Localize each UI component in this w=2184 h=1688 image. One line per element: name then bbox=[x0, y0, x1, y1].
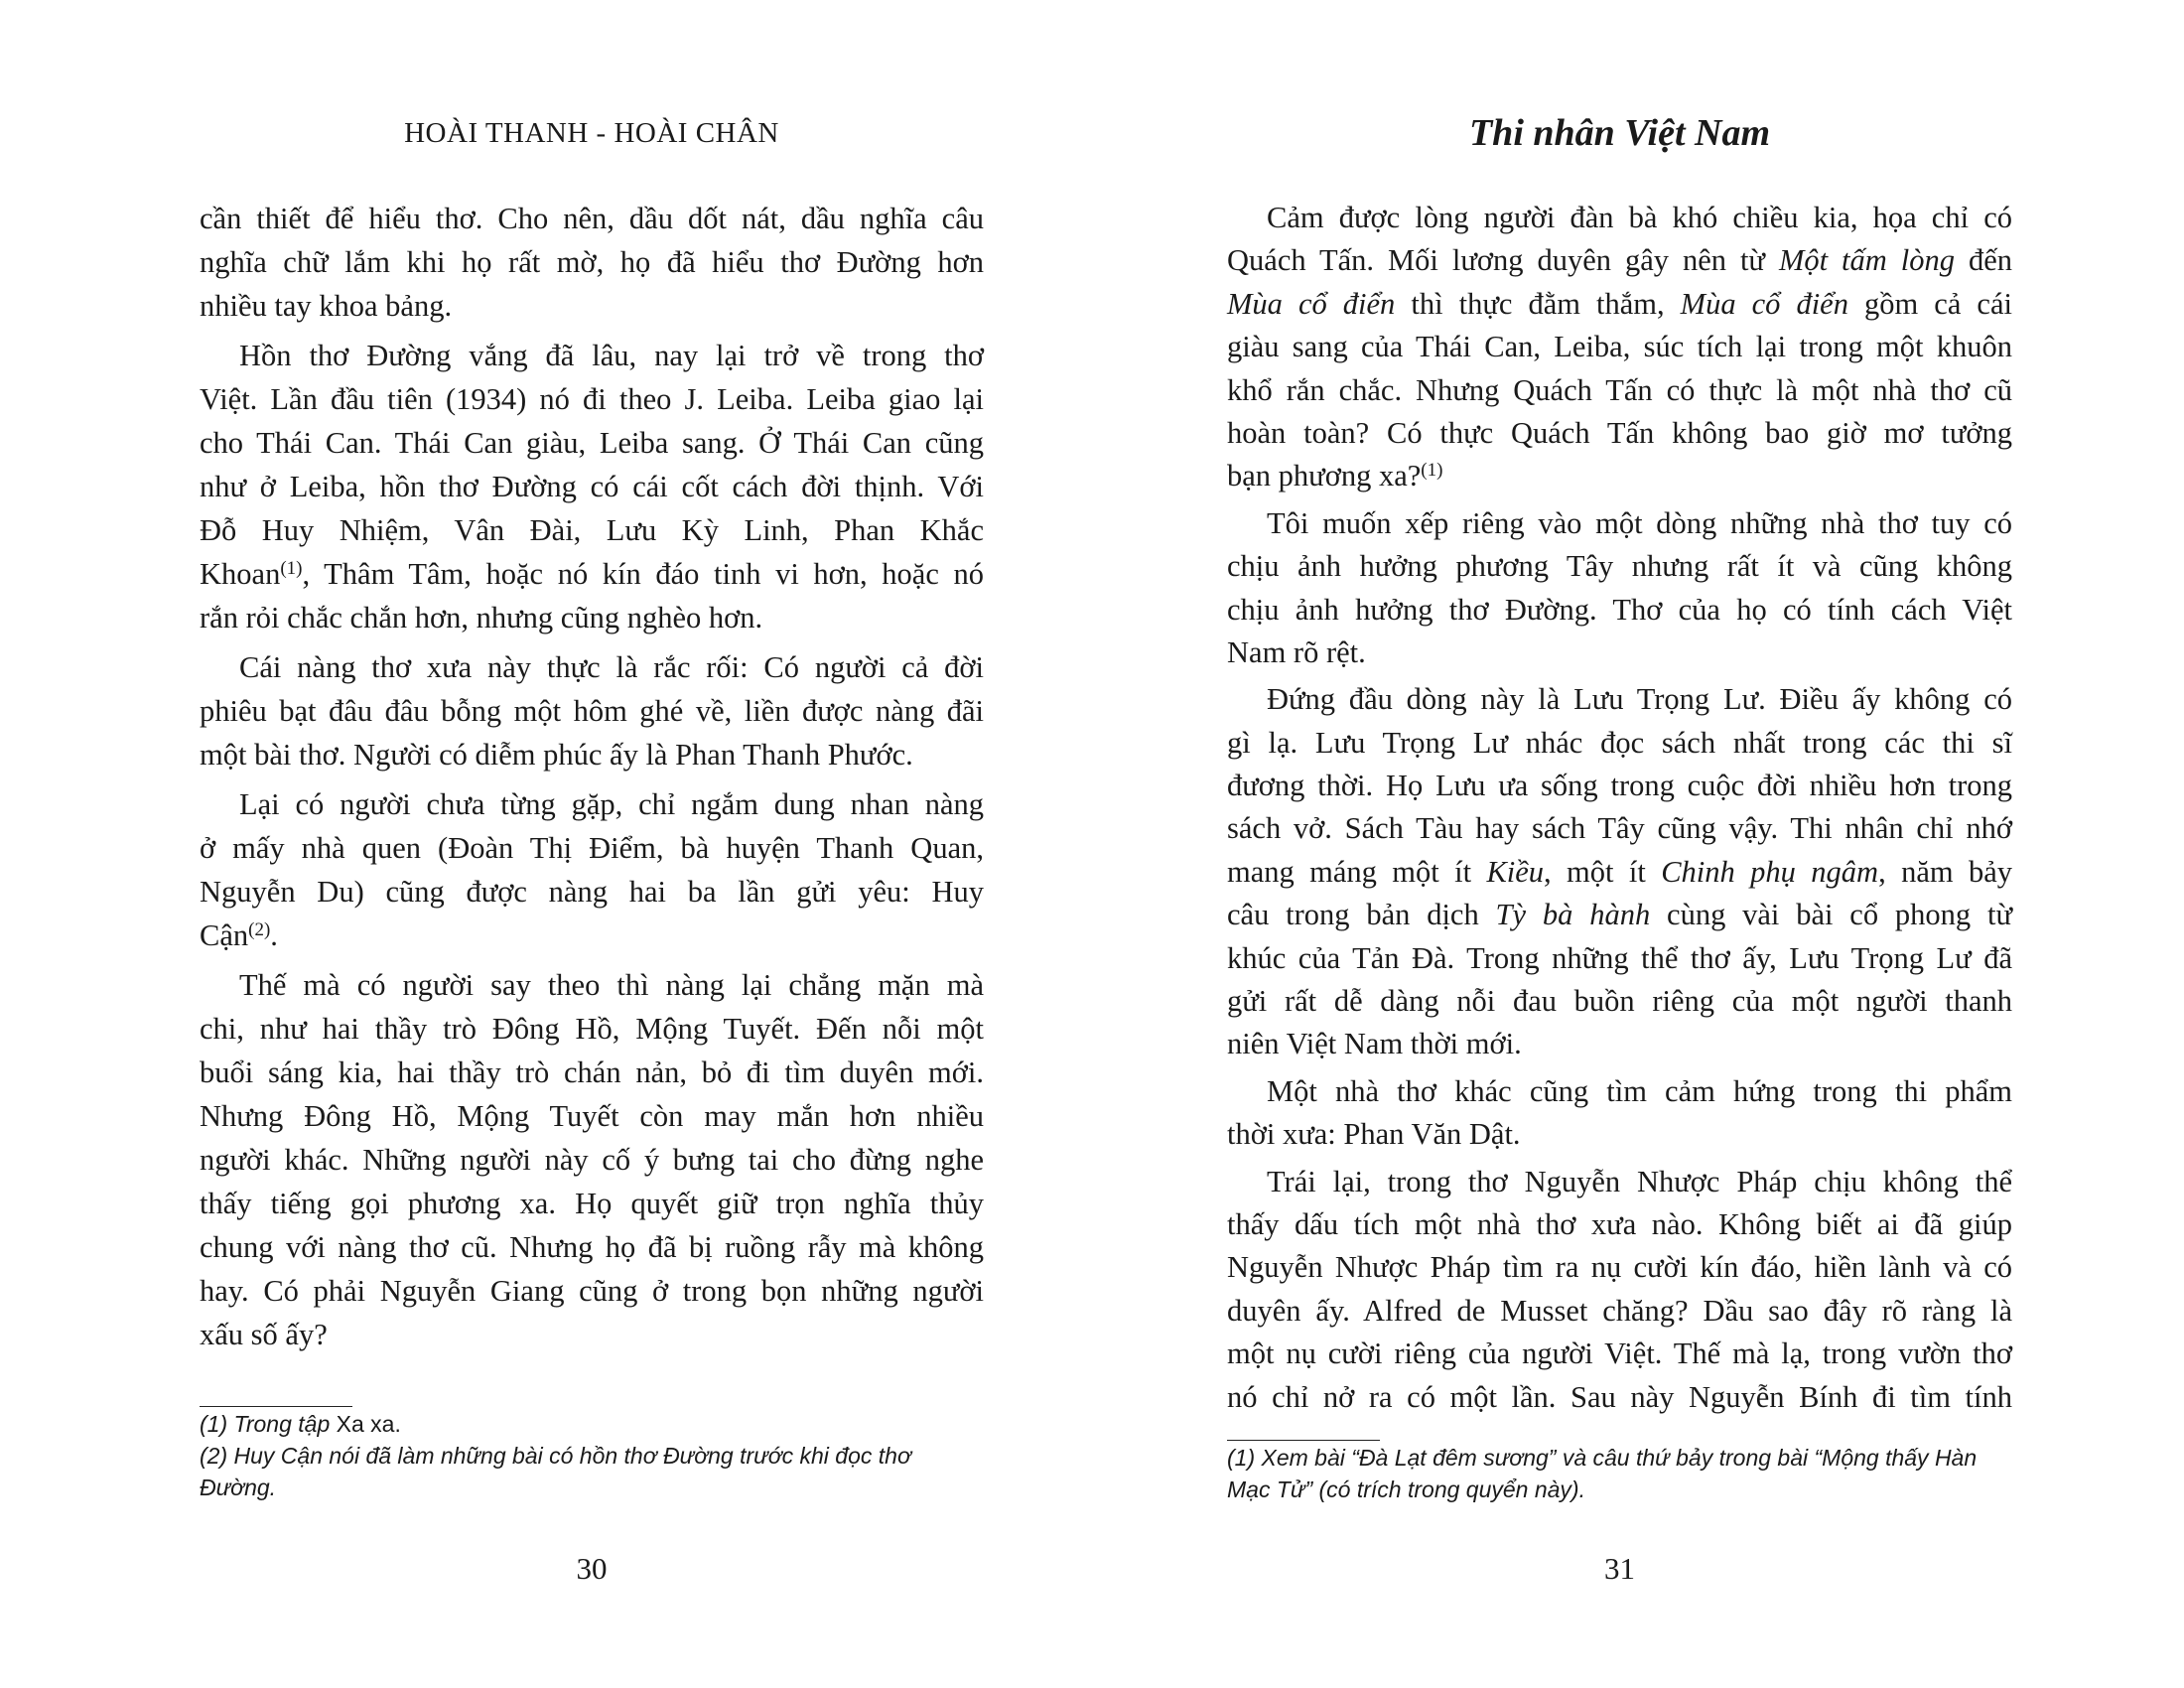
text-run: một bài thơ. Người có diễm phúc ấy là Phan Thanh Phước. bbox=[200, 738, 913, 772]
footnotes bbox=[1227, 1442, 2012, 1505]
page-number: 31 bbox=[1604, 1551, 1635, 1586]
text-line bbox=[1227, 412, 2012, 455]
text-run: , một ít bbox=[1544, 854, 1662, 889]
right-page bbox=[1227, 0, 2012, 1688]
text-run: Nguyễn Nhược Pháp tìm ra nụ cười kín đáo, hiền lành và có bbox=[1227, 1250, 2012, 1285]
text-line bbox=[200, 197, 984, 240]
text-line bbox=[200, 733, 984, 776]
text-run: như ở Leiba, hồn thơ Đường có cái cốt cách đời thịnh. Với bbox=[200, 470, 984, 503]
text-run: rắn rỏi chắc chắn hơn, nhưng cũng nghèo hơn. bbox=[200, 601, 763, 634]
paragraph bbox=[1227, 678, 2012, 1066]
paragraph bbox=[200, 645, 984, 776]
text-run: thời xưa: Phan Văn Dật. bbox=[1227, 1117, 1521, 1152]
footnote-marker: (1) bbox=[1421, 460, 1443, 482]
footnote-rule bbox=[1227, 1440, 1380, 1441]
text-run: Tôi muốn xếp riêng vào một dòng những nhà thơ tuy có bbox=[1267, 505, 2012, 540]
text-line bbox=[1227, 1113, 2012, 1156]
text-line bbox=[200, 552, 984, 596]
text-run: nó chỉ nở ra có một lần. Sau này Nguyễn Bính đi tìm tính bbox=[1227, 1379, 2012, 1414]
italic-title: Kiều bbox=[1486, 854, 1545, 889]
text-run: chịu ảnh hưởng phương Tây nhưng rất ít và cũng không bbox=[1227, 549, 2012, 584]
text-line bbox=[200, 1225, 984, 1269]
text-line bbox=[1227, 1070, 2012, 1113]
text-run: thì thực đằm thắm, bbox=[1395, 286, 1681, 321]
text-run: thấy tiếng gọi phương xa. Họ quyết giữ trọn nghĩa thủy bbox=[200, 1187, 984, 1220]
text-line bbox=[1227, 1203, 2012, 1246]
paragraph bbox=[1227, 502, 2012, 675]
text-run: hoàn toàn? Có thực Quách Tấn không bao giờ mơ tưởng bbox=[1227, 415, 2012, 450]
text-line bbox=[1227, 1161, 2012, 1203]
text-run: Khoan bbox=[200, 557, 281, 591]
running-header-author: HOÀI THANH - HOÀI CHÂN bbox=[404, 117, 779, 149]
text-line bbox=[200, 1138, 984, 1182]
text-run: cho Thái Can. Thái Can giàu, Leiba sang. Ở Thái Can cũng bbox=[200, 426, 984, 460]
footnote-2: (2) Huy Cận nói đã làm những bài có hồn thơ Đường trước khi đọc thơ Đường. bbox=[200, 1443, 911, 1500]
text-line bbox=[1227, 1376, 2012, 1419]
footnote-marker: (1) bbox=[280, 558, 303, 579]
paragraph bbox=[200, 782, 984, 957]
text-run: gì lạ. Lưu Trọng Lư nhác đọc sách nhất trong các thi sĩ bbox=[1227, 725, 2012, 760]
paragraph bbox=[200, 197, 984, 328]
text-run: khúc của Tản Đà. Trong những thể thơ ấy, Lưu Trọng Lư đã bbox=[1227, 940, 2012, 975]
paragraph bbox=[1227, 1070, 2012, 1157]
text-run: buổi sáng kia, hai thầy trò chán nản, bỏ đi tìm duyên mới. bbox=[200, 1055, 984, 1089]
left-page bbox=[200, 0, 984, 1688]
paragraph bbox=[1227, 1161, 2012, 1419]
text-run: cùng vài bài cổ phong từ bbox=[1650, 898, 2012, 932]
text-run: sách vở. Sách Tàu hay sách Tây cũng vậy. Thi nhân chỉ nhớ bbox=[1227, 811, 2012, 846]
footnote-rule bbox=[200, 1406, 352, 1407]
text-run: một nụ cười riêng của người Việt. Thế mà lạ, trong vườn thơ bbox=[1227, 1336, 2012, 1371]
text-line bbox=[200, 870, 984, 914]
text-line bbox=[1227, 239, 2012, 282]
text-run: chi, như hai thầy trò Đông Hồ, Mộng Tuyết. Đến nỗi một bbox=[200, 1012, 984, 1046]
text-run: , Thâm Tâm, hoặc nó kín đáo tinh vi hơn, hoặc nó bbox=[302, 557, 984, 591]
text-line bbox=[200, 963, 984, 1007]
italic-title: Một tấm lòng bbox=[1778, 243, 1955, 278]
text-run: Thế mà có người say theo thì nàng lại chẳng mặn mà bbox=[239, 968, 984, 1002]
text-line bbox=[1227, 369, 2012, 412]
running-header-title: Thi nhân Việt Nam bbox=[1468, 112, 1771, 154]
text-run: thấy dấu tích một nhà thơ xưa nào. Không biết ai đã giúp bbox=[1227, 1206, 2012, 1241]
text-line bbox=[1227, 1290, 2012, 1333]
text-run: Cái nàng thơ xưa này thực là rắc rối: Có người cả đời bbox=[239, 650, 984, 684]
text-run: Quách Tấn. Mối lương duyên gây nên từ bbox=[1227, 243, 1779, 278]
text-line bbox=[1227, 589, 2012, 632]
text-line bbox=[200, 377, 984, 421]
paragraph bbox=[200, 334, 984, 639]
text-line bbox=[200, 645, 984, 689]
text-line bbox=[1227, 502, 2012, 545]
text-run: . bbox=[270, 918, 278, 952]
text-run: Nhưng Đông Hồ, Mộng Tuyết còn may mắn hơn nhiều bbox=[200, 1099, 984, 1133]
text-run: duyên ấy. Alfred de Musset chăng? Dầu sao đây rõ ràng là bbox=[1227, 1293, 2012, 1328]
text-line bbox=[1227, 1023, 2012, 1065]
text-run: cần thiết để hiểu thơ. Cho nên, dầu dốt nát, dầu nghĩa câu bbox=[200, 202, 984, 235]
italic-title: Chinh phụ ngâm bbox=[1661, 854, 1879, 889]
text-run: , năm bảy bbox=[1878, 854, 2012, 889]
text-line bbox=[1227, 765, 2012, 807]
text-line bbox=[1227, 851, 2012, 894]
footnote-1 bbox=[200, 1408, 984, 1440]
text-line bbox=[1227, 545, 2012, 588]
text-line bbox=[1227, 980, 2012, 1023]
italic-title: Mùa cổ điển bbox=[1227, 286, 1396, 321]
text-run: giàu sang của Thái Can, Leiba, súc tích lại trong một khuôn bbox=[1227, 330, 2012, 364]
text-run: khổ rắn chắc. Nhưng Quách Tấn có thực là một nhà thơ cũ bbox=[1227, 372, 2012, 407]
text-run: câu trong bản dịch bbox=[1227, 898, 1496, 932]
text-run: đến bbox=[1954, 243, 2012, 278]
text-line bbox=[1227, 455, 2012, 497]
footnote-text: (1) Trong tập bbox=[200, 1411, 337, 1437]
text-line bbox=[200, 1007, 984, 1051]
text-run: Việt. Lần đầu tiên (1934) nó đi theo J. Leiba. Leiba giao lại bbox=[200, 382, 984, 416]
text-line bbox=[200, 596, 984, 639]
body-text bbox=[200, 197, 984, 1362]
text-run: gồm cả cái bbox=[1847, 286, 2012, 321]
text-line bbox=[200, 826, 984, 870]
text-run: Cảm được lòng người đàn bà khó chiều kia, họa chỉ có bbox=[1267, 201, 2012, 234]
text-run: Đứng đầu dòng này là Lưu Trọng Lư. Điều ấy không có bbox=[1267, 682, 2012, 717]
text-line bbox=[200, 689, 984, 733]
text-run: Đỗ Huy Nhiệm, Vân Đài, Lưu Kỳ Linh, Phan Khắc bbox=[200, 513, 984, 547]
text-line bbox=[200, 1094, 984, 1138]
footnote-marker: (2) bbox=[248, 919, 271, 940]
text-line bbox=[200, 334, 984, 377]
page-number: 30 bbox=[576, 1551, 608, 1586]
text-run: Hồn thơ Đường vắng đã lâu, nay lại trở về trong thơ bbox=[239, 339, 984, 372]
text-run: đương thời. Họ Lưu ưa sống trong cuộc đời nhiều hơn trong bbox=[1227, 769, 2012, 803]
text-line bbox=[200, 421, 984, 465]
text-line bbox=[200, 465, 984, 508]
text-line bbox=[1227, 632, 2012, 674]
paragraph bbox=[200, 963, 984, 1356]
text-line bbox=[1227, 722, 2012, 765]
text-run: Cận bbox=[200, 918, 249, 952]
text-line bbox=[1227, 1333, 2012, 1375]
text-run: Nam rõ rệt. bbox=[1227, 634, 1366, 669]
text-run: ở mấy nhà quen (Đoàn Thị Điểm, bà huyện Thanh Quan, bbox=[200, 831, 984, 865]
text-run: Trái lại, trong thơ Nguyễn Nhược Pháp chịu không thể bbox=[1267, 1164, 2012, 1198]
italic-title: Tỳ bà hành bbox=[1495, 898, 1651, 932]
text-run: bạn phương xa? bbox=[1227, 459, 1422, 493]
text-run: mang máng một ít bbox=[1227, 854, 1487, 889]
footnotes bbox=[200, 1408, 984, 1503]
italic-title: Mùa cổ điển bbox=[1680, 286, 1848, 321]
text-run: chung với nàng thơ cũ. Nhưng họ đã bị ruồng rẫy mà không bbox=[200, 1230, 984, 1264]
text-line bbox=[1227, 678, 2012, 721]
text-line bbox=[200, 1313, 984, 1356]
text-run: nhiều tay khoa bảng. bbox=[200, 289, 453, 323]
text-line bbox=[1227, 197, 2012, 239]
paragraph bbox=[1227, 197, 2012, 498]
text-line bbox=[200, 914, 984, 957]
text-run: xấu số ấy? bbox=[200, 1318, 328, 1351]
footnote-book-title: Xa xa. bbox=[336, 1411, 401, 1437]
text-run: nghĩa chữ lắm khi họ rất mờ, họ đã hiểu thơ Đường hơn bbox=[200, 245, 984, 279]
footnote-1: (1) Xem bài “Đà Lạt đêm sương” và câu thứ bảy trong bài “Mộng thấy Hàn Mạc Tử” (có trích trong quyển này). bbox=[1227, 1445, 1978, 1502]
text-line bbox=[200, 284, 984, 328]
text-line bbox=[1227, 326, 2012, 368]
text-run: người khác. Những người này cố ý bưng tai cho đừng nghe bbox=[200, 1143, 984, 1177]
text-line bbox=[200, 1269, 984, 1313]
text-line bbox=[200, 508, 984, 552]
body-text bbox=[1227, 197, 2012, 1423]
text-line bbox=[1227, 807, 2012, 850]
text-line bbox=[1227, 937, 2012, 980]
text-run: gửi rất dễ dàng nỗi đau buồn riêng của một người thanh bbox=[1227, 984, 2012, 1019]
text-run: phiêu bạt đâu đâu bỗng một hôm ghé về, liền được nàng đãi bbox=[200, 694, 984, 728]
text-line bbox=[200, 240, 984, 284]
text-run: Nguyễn Du) cũng được nàng hai ba lần gửi yêu: Huy bbox=[200, 875, 984, 909]
text-run: Một nhà thơ khác cũng tìm cảm hứng trong thi phẩm bbox=[1267, 1073, 2012, 1108]
text-run: Lại có người chưa từng gặp, chỉ ngắm dung nhan nàng bbox=[239, 787, 984, 821]
text-line bbox=[200, 782, 984, 826]
text-run: hay. Có phải Nguyễn Giang cũng ở trong bọn những người bbox=[200, 1274, 984, 1308]
text-line bbox=[200, 1051, 984, 1094]
text-line bbox=[200, 1182, 984, 1225]
text-line bbox=[1227, 283, 2012, 326]
text-run: niên Việt Nam thời mới. bbox=[1227, 1027, 1522, 1061]
text-run: chịu ảnh hưởng thơ Đường. Thơ của họ có tính cách Việt bbox=[1227, 592, 2012, 627]
text-line bbox=[1227, 1246, 2012, 1289]
text-line bbox=[1227, 894, 2012, 936]
